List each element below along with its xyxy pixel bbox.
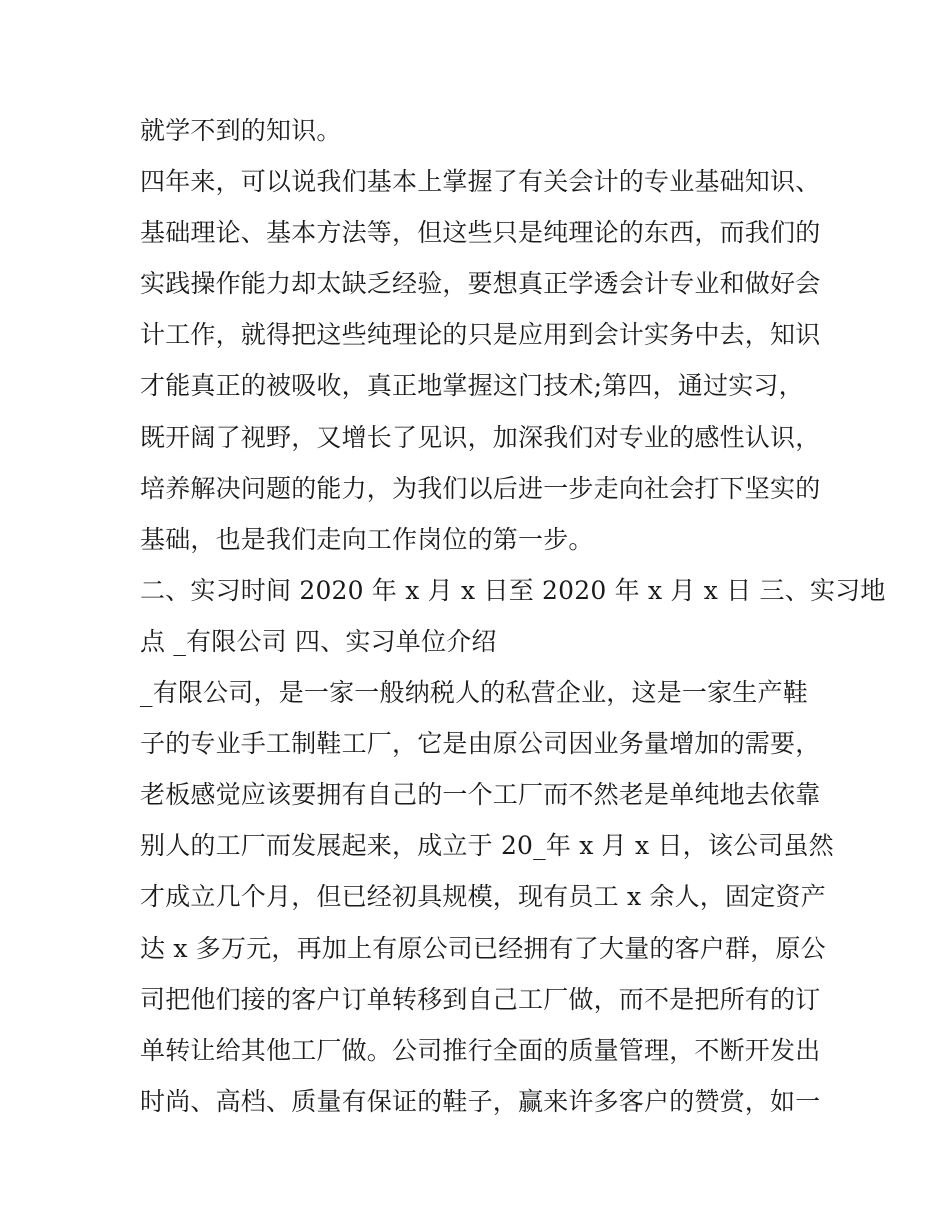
text-line: 别人的工厂而发展起来，成立于 20_年 x 月 x 日，该公司虽然 — [140, 831, 834, 861]
text-line: 时尚、高档、质量有保证的鞋子，赢来许多客户的赞赏，如一 — [140, 1086, 821, 1116]
text-line: 基础，也是我们走向工作岗位的第一步。 — [140, 524, 594, 554]
text-line: 才成立几个月，但已经初具规模，现有员工 x 余人，固定资产 — [140, 882, 826, 912]
text-line: 培养解决问题的能力，为我们以后进一步走向社会打下坚实的 — [140, 473, 821, 503]
text-line: 实践操作能力却太缺乏经验，要想真正学透会计专业和做好会 — [140, 269, 821, 299]
text-line: 四年来，可以说我们基本上掌握了有关会计的专业基础知识、 — [140, 167, 821, 197]
text-line: 就学不到的知识。 — [140, 116, 342, 145]
section-heading-line: 二、实习时间 2020 年 x 月 x 日至 2020 年 x 月 x 日 三、实习地 — [140, 575, 886, 605]
text-line: 老板感觉应该要拥有自己的一个工厂而不然老是单纯地去依靠 — [140, 780, 821, 810]
text-line: 计工作，就得把这些纯理论的只是应用到会计实务中去，知识 — [140, 320, 821, 350]
body-text — [140, 105, 886, 1127]
section-heading-line: 点 _有限公司 四、实习单位介绍 — [140, 626, 497, 656]
text-line: 既开阔了视野，又增长了见识，加深我们对专业的感性认识， — [140, 422, 821, 452]
text-line: 基础理论、基本方法等，但这些只是纯理论的东西，而我们的 — [140, 218, 821, 248]
text-line: _有限公司，是一家一般纳税人的私营企业，这是一家生产鞋 — [140, 678, 808, 708]
text-line: 子的专业手工制鞋工厂，它是由原公司因业务量增加的需要， — [140, 729, 821, 759]
text-line: 才能真正的被吸收，真正地掌握这门技术;第四，通过实习， — [140, 371, 804, 401]
text-line: 达 x 多万元，再加上有原公司已经拥有了大量的客户群，原公 — [140, 933, 826, 963]
text-line: 单转让给其他工厂做。公司推行全面的质量管理，不断开发出 — [140, 1035, 821, 1065]
text-line: 司把他们接的客户订单转移到自己工厂做，而不是把所有的订 — [140, 984, 821, 1014]
